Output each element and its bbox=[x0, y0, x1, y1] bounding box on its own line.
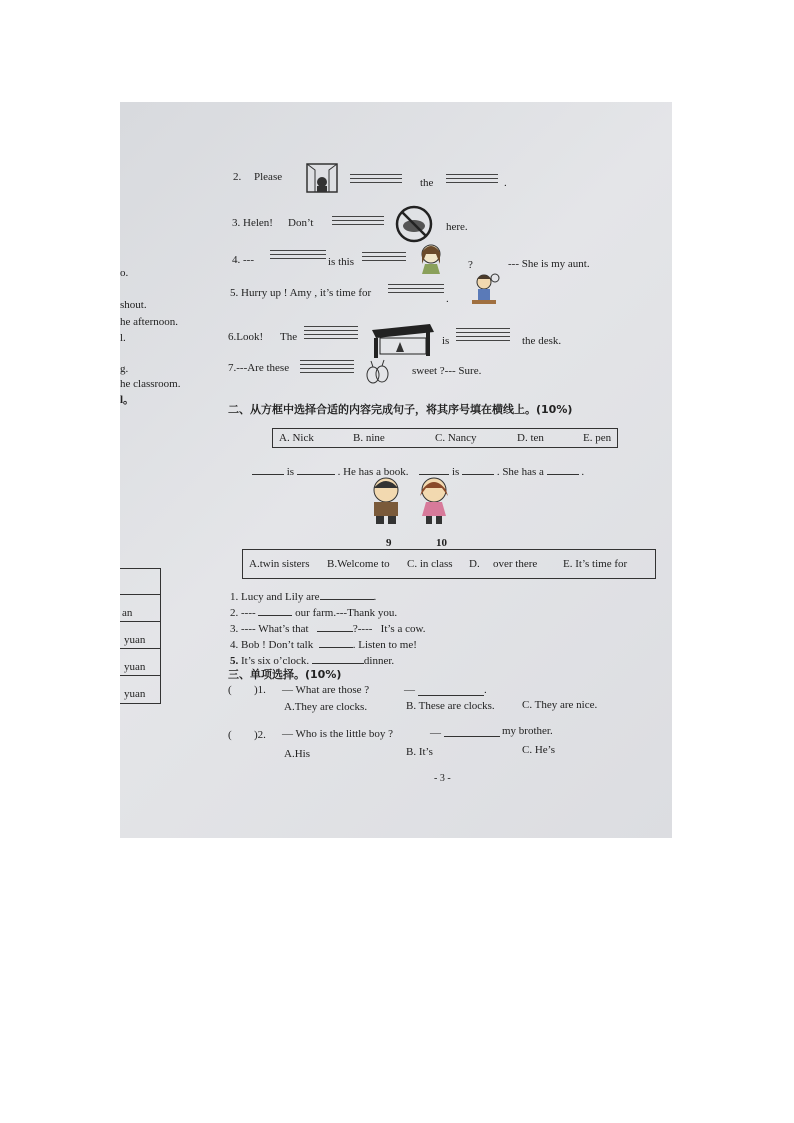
option: C. Nancy bbox=[435, 432, 477, 444]
q4-mid: is this bbox=[328, 256, 354, 268]
q2-number: 2. bbox=[233, 171, 242, 183]
answer-lines bbox=[388, 284, 444, 296]
q1-question: — What are those ? bbox=[282, 684, 370, 696]
boy-eating-picture bbox=[470, 270, 500, 308]
answer-lines bbox=[270, 250, 326, 262]
item-text: . bbox=[373, 591, 377, 603]
q1-paren: ( bbox=[228, 684, 232, 696]
q1-option-b: B. These are clocks. bbox=[406, 700, 495, 712]
aunt-picture bbox=[414, 240, 448, 274]
option: E. It’s time for bbox=[563, 558, 628, 570]
sentence-end: . bbox=[581, 466, 585, 478]
left-fragment: he afternoon. bbox=[120, 316, 179, 328]
option: A.twin sisters bbox=[249, 558, 310, 570]
left-table-cell: an bbox=[122, 607, 133, 619]
sentence-is: is bbox=[451, 466, 460, 478]
part2-item-3 bbox=[230, 621, 425, 635]
q5-pre: 5. Hurry up ! Amy , it’s time for bbox=[230, 287, 372, 299]
item-number: 5. bbox=[230, 655, 239, 667]
option: D. bbox=[469, 558, 480, 570]
number-label: 10 bbox=[436, 537, 447, 549]
number-label: 9 bbox=[386, 537, 392, 549]
answer-lines bbox=[300, 360, 354, 376]
part2-item-5 bbox=[230, 653, 394, 667]
q3-dont: Don’t bbox=[288, 217, 314, 229]
options-box-2 bbox=[242, 549, 656, 579]
answer-blank bbox=[444, 726, 500, 737]
q2-end: my brother. bbox=[502, 725, 553, 737]
answer-lines bbox=[332, 216, 384, 228]
sentence-mid: . He has a book. bbox=[337, 466, 409, 478]
left-fragment: g. bbox=[120, 363, 129, 375]
q1-number: )1. bbox=[254, 684, 266, 696]
q2-mid: the bbox=[420, 177, 434, 189]
part2-heading: 二、从方框中选择合适的内容完成句子，将其序号填在横线上。(10%) bbox=[228, 403, 573, 416]
q2-paren: ( bbox=[228, 729, 232, 741]
item-text: It’s six o’clock. bbox=[241, 655, 310, 667]
q4-question-mark: ? bbox=[468, 259, 473, 271]
q4-end: --- She is my aunt. bbox=[508, 258, 590, 270]
photographed-worksheet bbox=[120, 102, 672, 838]
q5-end: . bbox=[446, 293, 449, 305]
q2-question: — Who is the little boy ? bbox=[282, 728, 394, 740]
left-table bbox=[120, 568, 161, 704]
sweets-picture bbox=[364, 358, 390, 386]
left-table-cell: yuan bbox=[124, 688, 146, 700]
answer-lines bbox=[362, 252, 406, 264]
left-table-cell: yuan bbox=[124, 634, 146, 646]
option: B. nine bbox=[353, 432, 385, 444]
page-number: - 3 - bbox=[434, 773, 451, 784]
part3-heading: 三、单项选择。(10%) bbox=[228, 668, 342, 681]
q2-option-a: A.His bbox=[284, 748, 310, 760]
option: B.Welcome to bbox=[327, 558, 390, 570]
q2-option-b: B. It’s bbox=[406, 746, 433, 758]
part2-item-2 bbox=[230, 605, 397, 619]
q6-is: is bbox=[442, 335, 450, 347]
left-fragment: l. bbox=[120, 332, 126, 344]
sentence-is: is bbox=[286, 466, 295, 478]
q3-end: here. bbox=[446, 221, 468, 233]
left-fragment: he classroom. bbox=[120, 378, 181, 390]
item-text: dinner. bbox=[363, 655, 395, 667]
window-icon bbox=[303, 162, 341, 194]
item-text: 3. ---- What’s that bbox=[230, 623, 309, 635]
item-text: ?---- bbox=[352, 623, 373, 635]
q1-option-c: C. They are nice. bbox=[522, 699, 598, 711]
answer-lines bbox=[456, 328, 510, 344]
option: A. Nick bbox=[279, 432, 314, 444]
q2-dash: — bbox=[430, 727, 441, 739]
q7-pre: 7.---Are these bbox=[228, 362, 290, 374]
desk-picture bbox=[368, 320, 438, 360]
item-text: 1. Lucy and Lily are bbox=[230, 591, 320, 603]
option: D. ten bbox=[517, 432, 544, 444]
left-fragment: o. bbox=[120, 267, 129, 279]
q6-pre: 6.Look! bbox=[228, 331, 264, 343]
boy-and-girl-picture bbox=[364, 476, 460, 526]
part2-item-1 bbox=[230, 589, 376, 603]
q1-option-a: A.They are clocks. bbox=[284, 701, 368, 713]
q3-pre: 3. Helen! bbox=[232, 217, 273, 229]
no-food-icon bbox=[394, 204, 434, 244]
item-text: . Listen to me! bbox=[352, 639, 417, 651]
answer-lines bbox=[350, 174, 402, 186]
options-box-1 bbox=[272, 428, 618, 448]
q2-end: . bbox=[504, 177, 507, 189]
q2-number: )2. bbox=[254, 729, 266, 741]
q4-pre: 4. --- bbox=[232, 254, 254, 266]
q2-option-c: C. He’s bbox=[522, 744, 555, 756]
item-text: It’s a cow. bbox=[380, 623, 426, 635]
item-text: 4. Bob ! Don’t talk bbox=[230, 639, 314, 651]
option: E. pen bbox=[583, 432, 612, 444]
answer-blank bbox=[418, 685, 484, 696]
item-text: 2. ---- bbox=[230, 607, 256, 619]
q1-dash: — bbox=[404, 684, 415, 696]
sentence-she: . She has a bbox=[496, 466, 544, 478]
option: C. in class bbox=[407, 558, 453, 570]
q7-end: sweet ?--- Sure. bbox=[412, 365, 482, 377]
part2-item-4 bbox=[230, 637, 417, 651]
option: over there bbox=[493, 558, 538, 570]
left-fragment: l。 bbox=[120, 394, 135, 406]
item-text: our farm.---Thank you. bbox=[295, 607, 398, 619]
q1-end: . bbox=[484, 684, 487, 696]
q6-the: The bbox=[280, 331, 298, 343]
answer-lines bbox=[446, 174, 498, 186]
q6-end: the desk. bbox=[522, 335, 562, 347]
left-table-cell: yuan bbox=[124, 661, 146, 673]
answer-lines bbox=[304, 326, 358, 342]
left-fragment: shout. bbox=[120, 299, 147, 311]
q2-pre: Please bbox=[254, 171, 283, 183]
